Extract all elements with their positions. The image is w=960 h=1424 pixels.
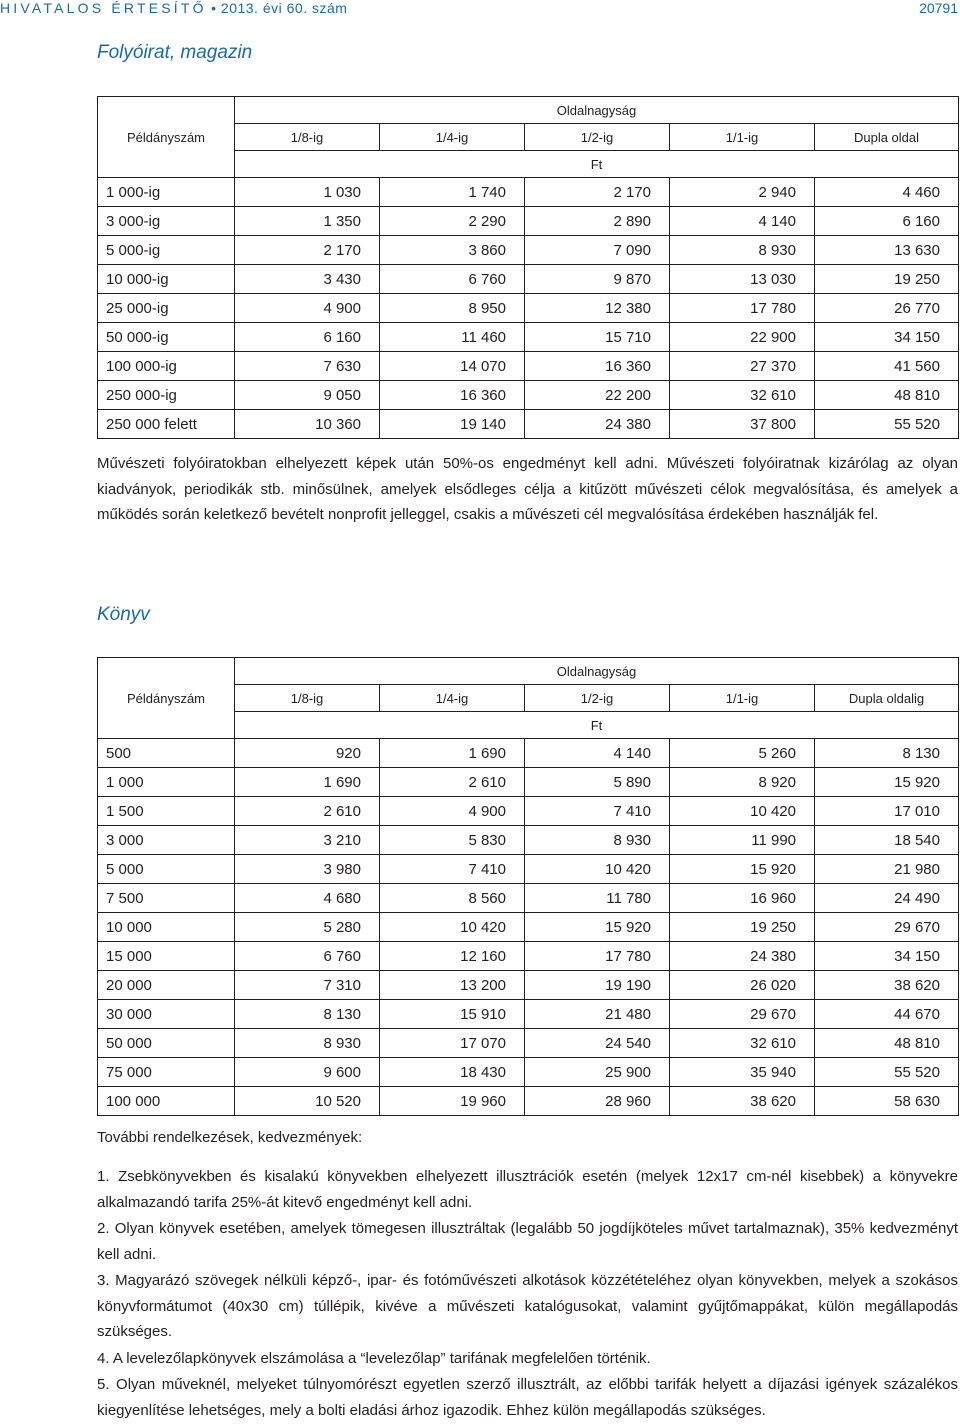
table-row bbox=[98, 768, 959, 797]
price-cell: 920 bbox=[235, 739, 380, 768]
price-cell: 1 690 bbox=[380, 739, 525, 768]
issue-label: 2013. évi 60. szám bbox=[220, 0, 348, 16]
table-row bbox=[98, 1087, 959, 1116]
note-item: 1. Zsebkönyvekben és kisalakú könyvekben elhelyezett illusztrációk esetén (melyek 12x17 cm-nél kisebbek) a könyvekre alkalmazandó tarifa 25%-át kitevő engedményt kell adni. bbox=[97, 1168, 958, 1211]
price-cell: 19 250 bbox=[815, 265, 959, 294]
price-cell: 10 420 bbox=[525, 855, 670, 884]
price-cell: 48 810 bbox=[815, 1029, 959, 1058]
price-cell: 15 710 bbox=[525, 323, 670, 352]
table-row bbox=[98, 236, 959, 265]
header-separator: • bbox=[211, 0, 217, 16]
row-label-cell: 3 000 bbox=[98, 826, 235, 855]
price-cell: 10 420 bbox=[380, 913, 525, 942]
column-header: Dupla oldalig bbox=[815, 685, 959, 712]
price-cell: 9 870 bbox=[525, 265, 670, 294]
row-label-cell: 100 000 bbox=[98, 1087, 235, 1116]
table-row bbox=[98, 178, 959, 207]
price-cell: 12 160 bbox=[380, 942, 525, 971]
table-row bbox=[98, 855, 959, 884]
row-header: Példányszám bbox=[98, 97, 235, 178]
price-cell: 5 890 bbox=[525, 768, 670, 797]
price-cell: 55 520 bbox=[815, 410, 959, 439]
price-cell: 7 630 bbox=[235, 352, 380, 381]
price-cell: 1 350 bbox=[235, 207, 380, 236]
row-label-cell: 500 bbox=[98, 739, 235, 768]
price-cell: 14 070 bbox=[380, 352, 525, 381]
price-cell: 17 070 bbox=[380, 1029, 525, 1058]
book-rate-table bbox=[97, 657, 959, 1116]
price-cell: 8 130 bbox=[235, 1000, 380, 1029]
column-header: 1/8-ig bbox=[235, 685, 380, 712]
table-row bbox=[98, 323, 959, 352]
price-cell: 8 930 bbox=[525, 826, 670, 855]
price-cell: 3 860 bbox=[380, 236, 525, 265]
price-cell: 16 960 bbox=[670, 884, 815, 913]
table-row bbox=[98, 1058, 959, 1087]
price-cell: 19 190 bbox=[525, 971, 670, 1000]
price-cell: 1 690 bbox=[235, 768, 380, 797]
price-cell: 38 620 bbox=[815, 971, 959, 1000]
row-label-cell: 250 000 felett bbox=[98, 410, 235, 439]
row-label-cell: 15 000 bbox=[98, 942, 235, 971]
price-cell: 2 170 bbox=[235, 236, 380, 265]
price-cell: 2 890 bbox=[525, 207, 670, 236]
price-cell: 5 830 bbox=[380, 826, 525, 855]
price-cell: 3 980 bbox=[235, 855, 380, 884]
price-cell: 6 160 bbox=[235, 323, 380, 352]
price-cell: 26 770 bbox=[815, 294, 959, 323]
price-cell: 13 630 bbox=[815, 236, 959, 265]
price-cell: 17 010 bbox=[815, 797, 959, 826]
price-cell: 21 480 bbox=[525, 1000, 670, 1029]
price-cell: 6 760 bbox=[235, 942, 380, 971]
row-label-cell: 1 000-ig bbox=[98, 178, 235, 207]
price-cell: 4 680 bbox=[235, 884, 380, 913]
table-row bbox=[98, 352, 959, 381]
price-cell: 15 910 bbox=[380, 1000, 525, 1029]
price-cell: 41 560 bbox=[815, 352, 959, 381]
table-row bbox=[98, 971, 959, 1000]
table-row bbox=[98, 1000, 959, 1029]
table-row bbox=[98, 797, 959, 826]
price-cell: 10 360 bbox=[235, 410, 380, 439]
column-header: 1/2-ig bbox=[525, 685, 670, 712]
price-cell: 18 430 bbox=[380, 1058, 525, 1087]
price-cell: 25 900 bbox=[525, 1058, 670, 1087]
column-header: 1/8-ig bbox=[235, 124, 380, 151]
price-cell: 9 050 bbox=[235, 381, 380, 410]
group-header: Oldalnagyság bbox=[235, 97, 959, 124]
price-cell: 6 160 bbox=[815, 207, 959, 236]
price-cell: 2 940 bbox=[670, 178, 815, 207]
price-cell: 58 630 bbox=[815, 1087, 959, 1116]
table-row bbox=[98, 1029, 959, 1058]
price-cell: 8 130 bbox=[815, 739, 959, 768]
price-cell: 24 380 bbox=[525, 410, 670, 439]
row-label-cell: 25 000-ig bbox=[98, 294, 235, 323]
price-cell: 7 410 bbox=[380, 855, 525, 884]
table-row bbox=[98, 884, 959, 913]
publication-name: HIVATALOS ÉRTESÍTŐ bbox=[0, 0, 207, 16]
price-cell: 7 310 bbox=[235, 971, 380, 1000]
price-cell: 29 670 bbox=[815, 913, 959, 942]
row-header: Példányszám bbox=[98, 658, 235, 739]
price-cell: 4 460 bbox=[815, 178, 959, 207]
price-cell: 34 150 bbox=[815, 942, 959, 971]
price-cell: 10 420 bbox=[670, 797, 815, 826]
price-cell: 16 360 bbox=[380, 381, 525, 410]
row-label-cell: 10 000 bbox=[98, 913, 235, 942]
price-cell: 35 940 bbox=[670, 1058, 815, 1087]
table-row bbox=[98, 207, 959, 236]
table-row bbox=[98, 739, 959, 768]
price-cell: 21 980 bbox=[815, 855, 959, 884]
price-cell: 24 490 bbox=[815, 884, 959, 913]
price-cell: 11 780 bbox=[525, 884, 670, 913]
column-header: Dupla oldal bbox=[815, 124, 959, 151]
unit-header: Ft bbox=[235, 151, 959, 178]
price-cell: 22 900 bbox=[670, 323, 815, 352]
table-body bbox=[98, 178, 959, 439]
column-header: 1/4-ig bbox=[380, 124, 525, 151]
price-cell: 19 250 bbox=[670, 913, 815, 942]
table-row bbox=[98, 410, 959, 439]
price-cell: 2 610 bbox=[235, 797, 380, 826]
price-cell: 29 670 bbox=[670, 1000, 815, 1029]
price-cell: 19 140 bbox=[380, 410, 525, 439]
table-row bbox=[98, 942, 959, 971]
note-item: 4. A levelezőlapkönyvek elszámolása a “levelezőlap” tarifának megfelelően történik. bbox=[97, 1349, 651, 1367]
price-cell: 17 780 bbox=[525, 942, 670, 971]
column-header: 1/1-ig bbox=[670, 685, 815, 712]
price-cell: 11 990 bbox=[670, 826, 815, 855]
table-row bbox=[98, 381, 959, 410]
row-label-cell: 30 000 bbox=[98, 1000, 235, 1029]
price-cell: 12 380 bbox=[525, 294, 670, 323]
page-header bbox=[0, 0, 958, 20]
table-row bbox=[98, 265, 959, 294]
price-cell: 3 210 bbox=[235, 826, 380, 855]
group-header: Oldalnagyság bbox=[235, 658, 959, 685]
row-label-cell: 1 000 bbox=[98, 768, 235, 797]
price-cell: 26 020 bbox=[670, 971, 815, 1000]
price-cell: 4 140 bbox=[670, 207, 815, 236]
note-item: 2. Olyan könyvek esetében, amelyek tömegesen illusztráltak (legalább 50 jogdíjköteles művet tartalmaznak), 35% kedvezményt kell adni. bbox=[97, 1220, 958, 1263]
row-label-cell: 100 000-ig bbox=[98, 352, 235, 381]
price-cell: 7 410 bbox=[525, 797, 670, 826]
price-cell: 9 600 bbox=[235, 1058, 380, 1087]
price-cell: 5 280 bbox=[235, 913, 380, 942]
section-title-magazine: Folyóirat, magazin bbox=[97, 42, 253, 63]
price-cell: 38 620 bbox=[670, 1087, 815, 1116]
row-label-cell: 75 000 bbox=[98, 1058, 235, 1087]
table-body bbox=[98, 739, 959, 1116]
row-label-cell: 3 000-ig bbox=[98, 207, 235, 236]
price-cell: 48 810 bbox=[815, 381, 959, 410]
price-cell: 18 540 bbox=[815, 826, 959, 855]
price-cell: 7 090 bbox=[525, 236, 670, 265]
header-left bbox=[0, 0, 347, 16]
price-cell: 24 380 bbox=[670, 942, 815, 971]
row-label-cell: 50 000-ig bbox=[98, 323, 235, 352]
row-label-cell: 20 000 bbox=[98, 971, 235, 1000]
price-cell: 15 920 bbox=[815, 768, 959, 797]
price-cell: 22 200 bbox=[525, 381, 670, 410]
row-label-cell: 10 000-ig bbox=[98, 265, 235, 294]
price-cell: 8 930 bbox=[670, 236, 815, 265]
price-cell: 34 150 bbox=[815, 323, 959, 352]
price-cell: 8 950 bbox=[380, 294, 525, 323]
price-cell: 2 290 bbox=[380, 207, 525, 236]
column-header: 1/2-ig bbox=[525, 124, 670, 151]
price-cell: 4 900 bbox=[235, 294, 380, 323]
price-cell: 15 920 bbox=[670, 855, 815, 884]
notes-title: További rendelkezések, kedvezmények: bbox=[97, 1129, 363, 1146]
price-cell: 1 030 bbox=[235, 178, 380, 207]
price-cell: 6 760 bbox=[380, 265, 525, 294]
price-cell: 3 430 bbox=[235, 265, 380, 294]
magazine-rate-table bbox=[97, 96, 959, 439]
unit-header: Ft bbox=[235, 712, 959, 739]
column-header: 1/1-ig bbox=[670, 124, 815, 151]
note-item: 5. Olyan műveknél, melyeket túlnyomórészt egyetlen szerző illusztrált, az előbbi tarifák helyett a díjazási igények százalékos kiegyenlítése lehetséges, mely a bolti eladási árhoz igazodik. Ehhez külön megállapodás szükséges. bbox=[97, 1376, 958, 1419]
price-cell: 4 900 bbox=[380, 797, 525, 826]
price-cell: 27 370 bbox=[670, 352, 815, 381]
price-cell: 13 030 bbox=[670, 265, 815, 294]
price-cell: 8 560 bbox=[380, 884, 525, 913]
price-cell: 10 520 bbox=[235, 1087, 380, 1116]
price-cell: 44 670 bbox=[815, 1000, 959, 1029]
price-cell: 32 610 bbox=[670, 381, 815, 410]
notes-list bbox=[97, 1164, 958, 1424]
price-cell: 8 930 bbox=[235, 1029, 380, 1058]
magazine-note: Művészeti folyóiratokban elhelyezett képek után 50%-os engedményt kell adni. Művészeti folyóiratnak kizárólag az olyan kiadványok, periodikák stb. minősülnek, amelyek elsődleges célja a kitűzött művészeti célok megvalósítása, és amelyek a működés során keletkező bevételt nonprofit jelleggel, csakis a művészeti cél megvalósítása érdekében használják fel. bbox=[97, 455, 958, 523]
price-cell: 32 610 bbox=[670, 1029, 815, 1058]
column-header: 1/4-ig bbox=[380, 685, 525, 712]
price-cell: 37 800 bbox=[670, 410, 815, 439]
price-cell: 16 360 bbox=[525, 352, 670, 381]
price-cell: 19 960 bbox=[380, 1087, 525, 1116]
price-cell: 1 740 bbox=[380, 178, 525, 207]
price-cell: 2 610 bbox=[380, 768, 525, 797]
price-cell: 5 260 bbox=[670, 739, 815, 768]
page-number: 20791 bbox=[919, 0, 958, 16]
table-row bbox=[98, 294, 959, 323]
note-item: 3. Magyarázó szövegek nélküli képző-, ipar- és fotóművészeti alkotások közzétételéhez olyan könyvekben, melyek a szokásos könyvformátumot (40x30 cm) túllépik, kivéve a művészeti katalógusokat, valamint gyűjtőmappákat, külön megállapodás szükséges. bbox=[97, 1272, 958, 1340]
price-cell: 8 920 bbox=[670, 768, 815, 797]
price-cell: 11 460 bbox=[380, 323, 525, 352]
section-title-book: Könyv bbox=[97, 604, 150, 625]
row-label-cell: 5 000-ig bbox=[98, 236, 235, 265]
row-label-cell: 7 500 bbox=[98, 884, 235, 913]
row-label-cell: 50 000 bbox=[98, 1029, 235, 1058]
price-cell: 4 140 bbox=[525, 739, 670, 768]
price-cell: 24 540 bbox=[525, 1029, 670, 1058]
row-label-cell: 5 000 bbox=[98, 855, 235, 884]
table-row bbox=[98, 913, 959, 942]
row-label-cell: 1 500 bbox=[98, 797, 235, 826]
price-cell: 15 920 bbox=[525, 913, 670, 942]
price-cell: 13 200 bbox=[380, 971, 525, 1000]
price-cell: 2 170 bbox=[525, 178, 670, 207]
row-label-cell: 250 000-ig bbox=[98, 381, 235, 410]
price-cell: 28 960 bbox=[525, 1087, 670, 1116]
price-cell: 17 780 bbox=[670, 294, 815, 323]
price-cell: 55 520 bbox=[815, 1058, 959, 1087]
table-row bbox=[98, 826, 959, 855]
